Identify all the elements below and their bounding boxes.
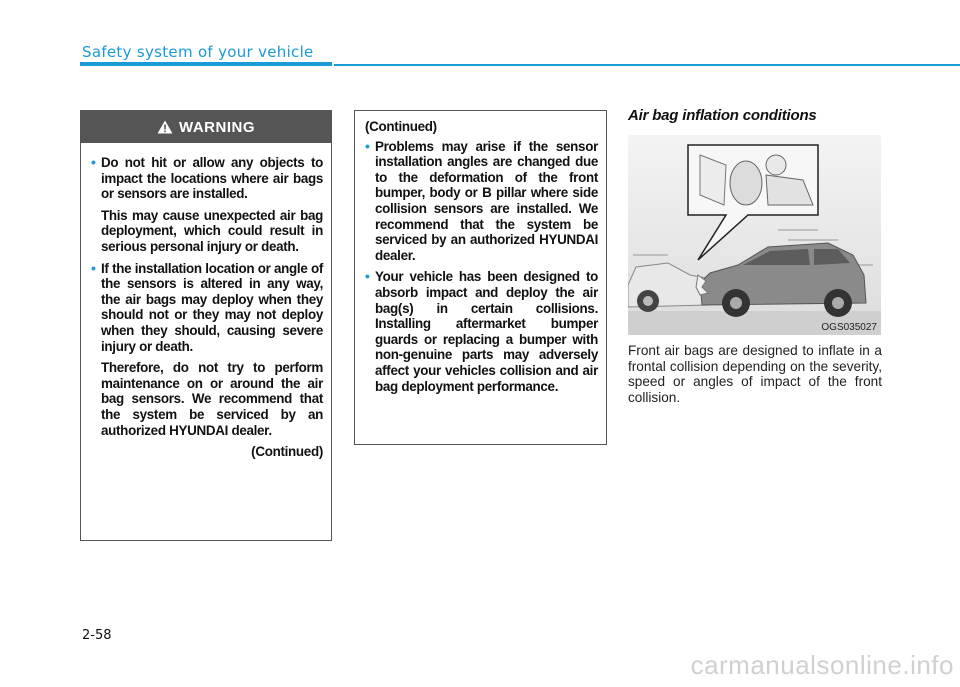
bullet-icon: • <box>365 268 370 285</box>
section-title: Safety system of your vehicle <box>82 43 314 61</box>
bullet-icon: • <box>91 154 96 170</box>
collision-drawing <box>628 135 881 335</box>
header-rule-thick <box>80 62 332 66</box>
continued-paragraph: Your vehicle has been designed to absorb impact and deploy the air bag(s) in certain collisions. Installing aftermarket bumper guards or replacing a bumper with non-genuine parts may adversely affect your vehicles collision and air bag deployment performance. <box>375 269 598 394</box>
warning-header <box>81 111 331 143</box>
warning-paragraph: If the installation location or angle of the sensors is altered in any way, the air bags may deploy when they should not or they may not deploy when they should, causing severe injury or death. <box>101 260 323 354</box>
warning-paragraph: Therefore, do not try to perform maintenance on or around the air bag sensors. We recommend that the system be serviced by an authorized HYUNDAI dealer. <box>101 360 323 438</box>
section-heading: Air bag inflation conditions <box>628 107 817 124</box>
warning-item <box>91 155 323 255</box>
continued-label: (Continued) <box>251 444 323 460</box>
figure-code: OGS035027 <box>821 322 877 333</box>
watermark: carmanualsonline.info <box>690 650 954 680</box>
continued-paragraph: Problems may arise if the sensor installation angles are changed due to the deformation of the front bumper, body or B pillar where side collision sensors are installed. We recommend that the system be serviced by an authorized HYUNDAI dealer. <box>375 138 598 263</box>
continued-item <box>365 269 598 394</box>
continued-heading: (Continued) <box>365 119 437 134</box>
warning-paragraph: This may cause unexpected air bag deployment, which could result in serious personal injury or death. <box>101 207 323 254</box>
warning-paragraph: Do not hit or allow any objects to impact the locations where air bags or sensors are installed. <box>101 155 323 202</box>
page-number: 2-58 <box>82 628 112 643</box>
warning-item <box>91 261 323 439</box>
warning-triangle-icon <box>157 120 173 134</box>
bullet-icon: • <box>91 259 96 276</box>
bullet-icon: • <box>365 137 370 154</box>
collision-illustration <box>628 135 881 335</box>
continued-item <box>365 139 598 264</box>
warning-box <box>80 110 332 541</box>
warning-title: WARNING <box>179 118 255 136</box>
header-rule-thin <box>334 64 960 66</box>
body-paragraph: Front air bags are designed to inflate in a frontal collision depending on the severity, speed or angles of impact of the front collision. <box>628 343 882 405</box>
continued-box <box>354 110 607 445</box>
